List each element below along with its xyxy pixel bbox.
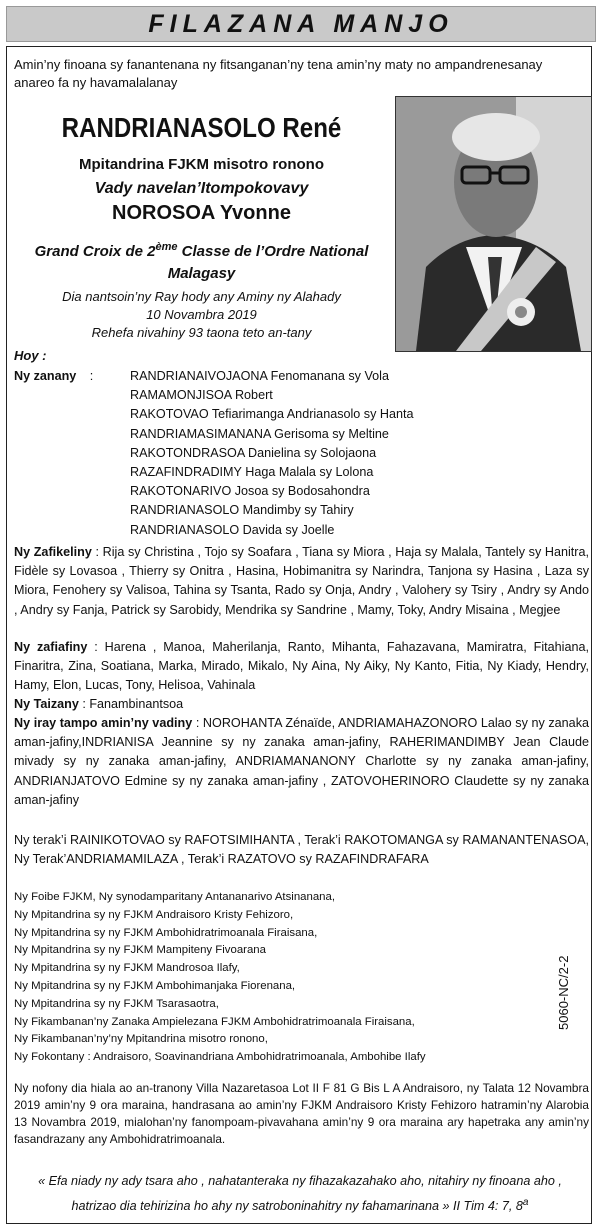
zafiafiny-label: Ny zafiafiny	[14, 640, 88, 654]
list-item: Ny Mpitandrina sy ny FJKM Tsarasaotra,	[14, 997, 219, 1010]
deceased-title-text: Mpitandrina FJKM misotro ronono	[79, 156, 324, 173]
list-item: RAZAFINDRADIMY Haga Malala sy Lolona	[130, 465, 374, 480]
deceased-name: RANDRIANASOLO René	[61, 112, 342, 143]
list-item: Ny Mpitandrina sy ny FJKM Ambohimanjaka Fiorenana,	[14, 979, 296, 992]
zafikeliny-paragraph	[14, 543, 589, 620]
hoy-label: Hoy :	[14, 348, 47, 363]
quote-line-1: « Efa niady ny ady tsara aho , nahatanteraka ny fihazakazahako aho, nitahiry ny finoana aho ,	[38, 1174, 562, 1188]
zafiafiny-paragraph	[14, 638, 589, 696]
death-line-2: 10 Novambra 2019	[146, 307, 257, 322]
honor-title	[14, 236, 389, 285]
zanany-list	[130, 367, 414, 540]
scripture-quote	[14, 1170, 586, 1217]
list-item: RAKOTOVAO Tefiarimanga Andrianasolo sy Hanta	[130, 407, 414, 422]
list-item: Ny Mpitandrina sy ny FJKM Andraisoro Kristy Fehizoro,	[14, 908, 294, 921]
list-item: RAMAMONJISOA Robert	[130, 388, 273, 403]
iray-tampo-text: : NOROHANTA Zénaïde, ANDRIAMAHAZONORO Lalao sy ny zanaka aman-jafiny,INDRIANISA Jeannine sy ny zanaka aman-jafiny, RAHERIMANDIMBY Jean Claude mivady sy ny zanaka aman-jafiny, ANDRIAMANANONY Charlotte sy ny zanaka aman-jafiny, ANDRIANJATOVO Edmine sy ny zanaka aman-jafiny , ZATOVOHERINORO Claudette sy ny zanaka aman-jafiny	[14, 716, 589, 807]
notice-title: FILAZANA MANJO	[148, 9, 454, 38]
spouse-relation: Vady navelan’Itompokovavy	[94, 180, 309, 197]
zafikeliny-text: : Rija sy Christina , Tojo sy Soafara , Tiana sy Miora , Haja sy Malala, Tantely sy Hanitra, Fidèle sy Lovasoa , Thierry sy Onitra , Hasina, Hobimanitra sy Narindra, Tanjona sy Hasina , Laza sy Miora, Fenohery sy Valisoa, Tahina sy Tsanta, Rado sy Onja, Andry , Valohery sy Tsiry , Andry sy Ando , Andry sy Fanja, Patrick sy Sarobidy, Mendrika sy Sandrine , Mamy, Toky, Andry Misaina , Megjee	[14, 545, 589, 617]
list-item: Ny Mpitandrina sy ny FJKM Mampiteny Fivoarana	[14, 944, 266, 957]
honor-sup: ème	[155, 241, 178, 253]
deceased-title	[14, 156, 389, 173]
death-line-1: Dia nantsoin’ny Ray hody any Aminy ny Alahady	[62, 289, 341, 304]
reference-code: 5060-NC/2-2	[556, 955, 571, 1030]
spouse-name: NOROSOA Yvonne	[112, 202, 291, 224]
quote-line-2-text: hatrizao dia tehirizina ho ahy ny satroboninahitry ny fahamarinana » II Tim 4: 7, 8	[71, 1199, 523, 1214]
zanany-label-text: Ny zanany	[14, 369, 77, 383]
zafiafiny-text: : Harena , Manoa, Maherilanja, Ranto, Mihanta, Fahazavana, Mamiratra, Fitahiana, Finaritra, Zina, Soatiana, Marka, Mirado, Mikalo, Ny Aina, Ny Aiky, Ny Kanto, Fitia, Ny Kiady, Hendry, Hamy, Elon, Lucas, Tony, Helisoa, Vahinala	[14, 640, 589, 693]
portrait-photo	[395, 96, 592, 352]
iray-tampo-paragraph	[14, 714, 589, 810]
list-item: RANDRIANASOLO Mandimby sy Tahiry	[130, 503, 354, 518]
foibe-list	[14, 889, 426, 1067]
list-item: RAKOTONDRASOA Danielina sy Solojaona	[130, 445, 377, 460]
list-item: RAKOTONARIVO Josoa sy Bodosahondra	[130, 484, 370, 499]
iray-tampo-label: Ny iray tampo amin’ny vadiny	[14, 716, 193, 730]
quote-line-2	[14, 1192, 586, 1217]
intro-text: Amin’ny finoana sy fanantenana ny fitsanganan’ny tena amin’ny maty no ampandrenesanay anareo fa ny havamalalanay	[14, 57, 543, 90]
quote-sup: a	[522, 1197, 529, 1208]
list-item: RANDRIANASOLO Davida sy Joelle	[130, 522, 335, 537]
zafikeliny-label: Ny Zafikeliny	[14, 545, 92, 559]
zanany-label	[14, 367, 93, 386]
list-item: Ny Mpitandrina sy ny FJKM Ambohidratrimoanala Firaisana,	[14, 926, 318, 939]
notice-header	[6, 6, 596, 42]
taizany-text: : Fanambinantsoa	[78, 697, 184, 711]
honor-pre: Grand Croix de 2	[34, 243, 156, 260]
list-item: RANDRIAMASIMANANA Gerisoma sy Meltine	[130, 426, 389, 441]
honor-post: Classe de l’Ordre National Malagasy	[167, 243, 369, 282]
list-item: RANDRIANAIVOJAONA Fenomanana sy Vola	[130, 369, 389, 383]
taizany-label: Ny Taizany	[14, 697, 79, 711]
death-info	[14, 288, 389, 342]
portrait-illustration	[396, 97, 591, 351]
funeral-details: Ny nofony dia hiala ao an-tranony Villa Nazaretasoa Lot II F 81 G Bis L A Andraisoro, ny Talata 12 Novambra 2019 amin’ny 9 ora maraina, handrasana ao amin’ny FJKM Andraisoro Kristy Fehizoro hatramin’ny Alarobia 13 Novambra 2019, mialohan’ny fanompoam-pivavahana amin’ny 9 ora maraina ary hapetraka any amin’ny fasandrazany any Ambohidratrimoanala.	[14, 1081, 589, 1146]
zanany-sep: :	[89, 369, 94, 383]
terak-paragraph: Ny terak’i RAINIKOTOVAO sy RAFOTSIMIHANTA , Terak’i RAKOTOMANGA sy RAMANANTENASOA, Ny Terak’ANDRIAMAMILAZA , Terak’i RAZATOVO sy RAZAFINDRAFARA	[14, 833, 589, 866]
list-item: Ny Foibe FJKM, Ny synodamparitany Antananarivo Atsinanana,	[14, 891, 336, 903]
list-item: Ny Fikambanan’ny’ny Mpitandrina misotro ronono,	[14, 1033, 268, 1046]
taizany-paragraph	[14, 695, 589, 714]
list-item: Ny Fokontany : Andraisoro, Soavinandriana Ambohidratrimoanala, Ambohibe Ilafy	[14, 1051, 426, 1064]
list-item: Ny Mpitandrina sy ny FJKM Mandrosoa Ilafy,	[14, 962, 240, 975]
list-item: Ny Fikambanan’ny Zanaka Ampielezana FJKM Ambohidratrimoanala Firaisana,	[14, 1015, 415, 1028]
death-line-3: Rehefa nivahiny 93 taona teto an-tany	[91, 325, 312, 340]
